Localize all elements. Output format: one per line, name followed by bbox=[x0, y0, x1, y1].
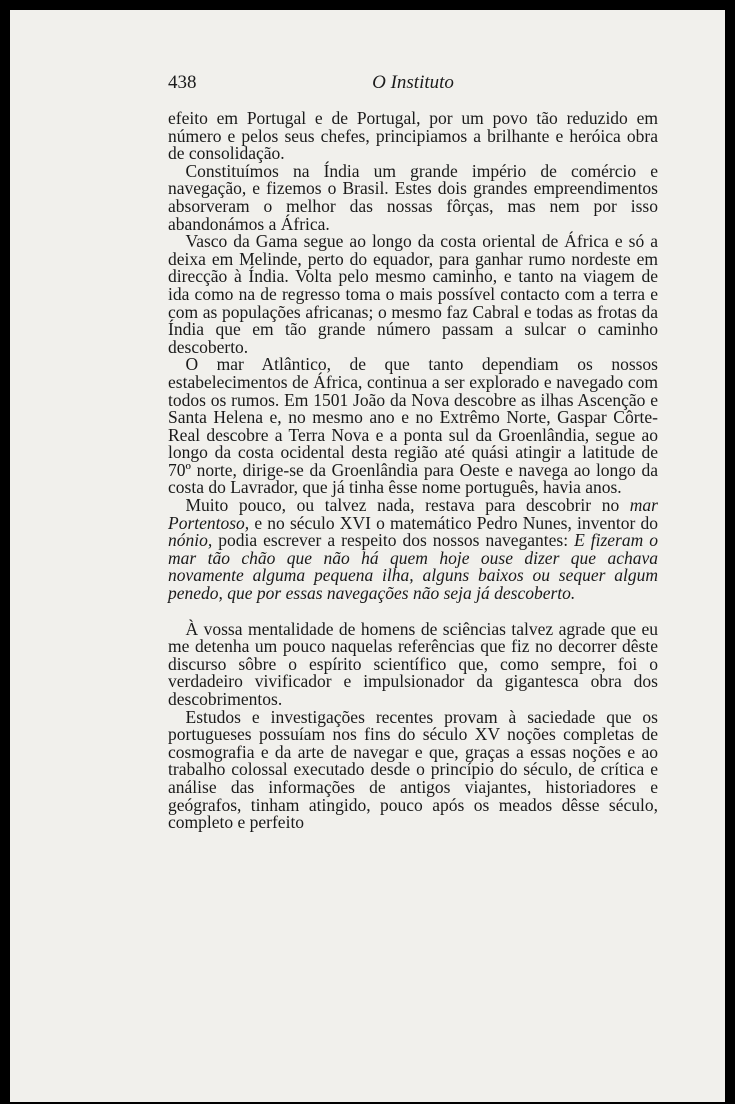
body-text bbox=[168, 110, 658, 832]
page-number: 438 bbox=[168, 72, 197, 93]
paragraph: efeito em Portugal e de Portugal, por um povo tão reduzido em número e pelos seus chefes, principiamos a brilhante e heróica obra de consolidação. bbox=[168, 108, 658, 164]
running-title: O Instituto bbox=[372, 72, 454, 93]
page-header bbox=[168, 72, 658, 96]
paragraph: Estudos e investigações recentes provam à saciedade que os portugueses possuíam nos fins do século XV noções completas de cosmografia e da arte de navegar e que, graças a essas noções e ao trabalho colossal executado desde o princípio do século, de crítica e análise das informações de antigos viajantes, historiadores e geógrafos, tinham atingido, pouco após os meados dêsse século, completo e perfeito bbox=[168, 706, 658, 833]
paragraph-nunes bbox=[168, 497, 658, 603]
book-page bbox=[10, 10, 725, 1102]
section-gap bbox=[168, 603, 658, 621]
text-run: e no século XVI o matemático Pedro Nunes, inventor do bbox=[249, 512, 658, 533]
text-run: Muito pouco, ou talvez nada, restava para descobrir no bbox=[185, 495, 630, 516]
italic-term: nónio, bbox=[168, 530, 213, 551]
paragraph: O mar Atlântico, de que tanto dependiam os nossos estabelecimentos de África, continua a ser explorado e navegado com todos os rumos. Em 1501 João da Nova descobre as ilhas Ascenção e Santa Helena e, no mesmo ano e no Extrêmo Norte, Gaspar Côrte-Real descobre a Terra Nova e a ponta sul da Groenlândia, segue ao longo da costa ocidental desta região até quási atingir a latitude de 70º norte, dirige-se da Groenlândia para Oeste e navega ao longo da costa do Lavrador, que já tinha êsse nome português, havia anos. bbox=[168, 354, 658, 498]
paragraph: Vasco da Gama segue ao longo da costa oriental de África e só a deixa em Melinde, perto do equador, para ganhar rumo nordeste em direcção à Índia. Volta pelo mesmo caminho, e tanto na viagem de ida como na de regresso toma o mais possível contacto com a terra e com as populações africanas; o mesmo faz Cabral e todas as frotas da Índia que em tão grande número passam a sulcar o caminho descoberto. bbox=[168, 231, 658, 357]
paragraph: À vossa mentalidade de homens de sciências talvez agrade que eu me detenha um pouco naquelas referências que fiz no decorrer dêste discurso sôbre o espírito scientífico que, como sempre, foi o verdadeiro vivificador e impulsionador da gigantesca obra dos descobrimentos. bbox=[168, 618, 658, 709]
paragraph: Constituímos na Índia um grande império de comércio e navegação, e fizemos o Brasil. Estes dois grandes empreendimentos absorveram o melhor das nossas fôrças, mas nem por isso abandonámos a África. bbox=[168, 160, 658, 234]
text-run: podia escrever a respeito dos nossos navegantes: bbox=[212, 530, 575, 551]
italic-term: mar Portentoso, bbox=[168, 495, 658, 533]
italic-quote: E fizeram o mar tão chão que não há quem hoje ouse dizer que achava novamente alguma pequena ilha, alguns baixos ou sequer algum penedo, que por essas navegações não seja já descoberto. bbox=[168, 530, 658, 604]
